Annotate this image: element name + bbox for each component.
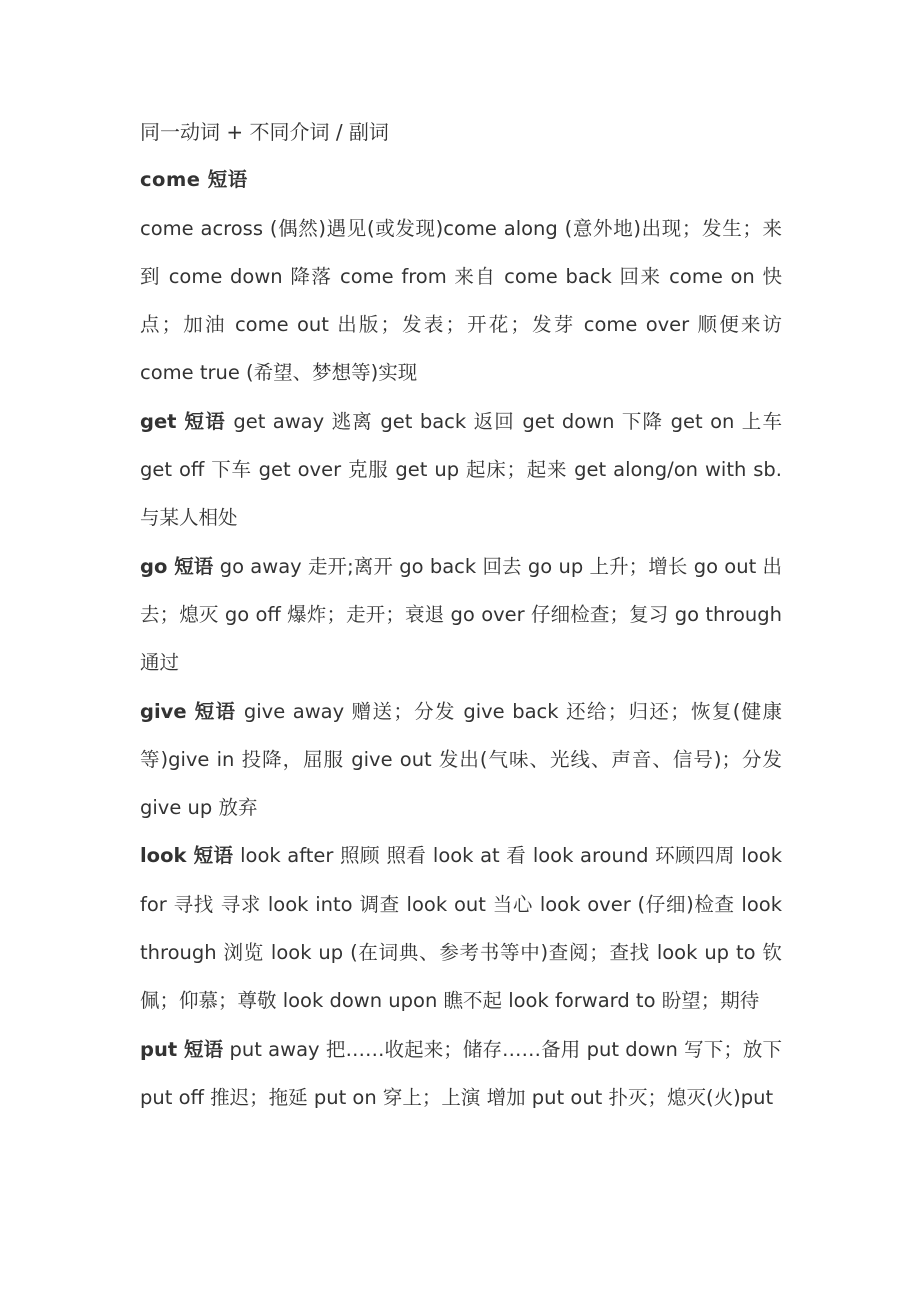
section-heading-go: go 短语 [140, 554, 214, 578]
page-title: 同一动词 + 不同介词 / 副词 [140, 120, 389, 144]
section-text-put: put away 把……收起来；储存……备用 put down 写下；放下 put off 推迟；拖延 put on 穿上；上演 增加 put out 扑灭；熄灭(火)put [140, 1037, 783, 1109]
section-text-go: go away 走开;离开 go back 回去 go up 上升；增长 go out 出去；熄灭 go off 爆炸；走开；衰退 go over 仔细检查；复习 go through 通过 [140, 554, 783, 675]
section-get [140, 398, 782, 543]
section-heading-put: put 短语 [140, 1037, 224, 1061]
section-put [140, 1026, 782, 1123]
document-page [140, 108, 782, 1122]
section-come-body: come across (偶然)遇见(或发现)come along (意外地)出现；发生；来到 come down 降落 come from 来自 come back 回来 come on 快点；加油 come out 出版；发表；开花；发芽 come over 顺便来访 come true (希望、梦想等)实现 [140, 216, 782, 385]
section-text-look: look after 照顾 照看 look at 看 look around 环顾四周 look for 寻找 寻求 look into 调查 look out 当心 look over (仔细)检查 look through 浏览 look up (在词典、参考书等中)查阅；查找 look up to 钦佩；仰慕；尊敬 look down upon 瞧不起 look forward to 盼望；期待 [140, 844, 783, 1013]
section-heading-give: give 短语 [140, 699, 237, 723]
section-text-get: get away 逃离 get back 返回 get down 下降 get on 上车 get off 下车 get over 克服 get up 起床；起来 get along/on with sb. 与某人相处 [140, 409, 783, 530]
section-come [140, 156, 782, 204]
section-heading-look: look 短语 [140, 844, 234, 868]
section-look [140, 832, 782, 1025]
section-give [140, 688, 782, 833]
section-heading-come: come 短语 [140, 168, 248, 192]
section-text-give: give away 赠送；分发 give back 还给；归还；恢复(健康等)give in 投降，屈服 give out 发出(气味、光线、声音、信号)；分发 give up 放弃 [140, 699, 782, 820]
section-heading-get: get 短语 [140, 409, 226, 433]
section-go [140, 543, 782, 688]
